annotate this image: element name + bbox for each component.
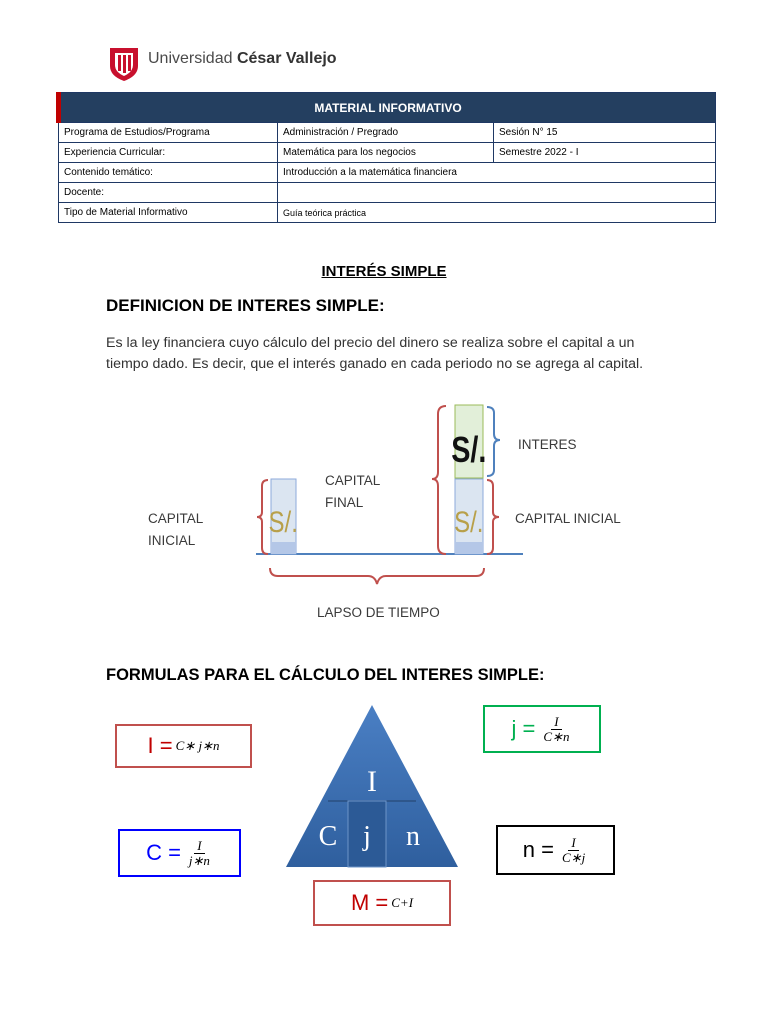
triangle-n: n — [406, 821, 420, 852]
table-cell: Experiencia Curricular: — [59, 143, 278, 163]
currency-capital: S/. — [454, 504, 484, 539]
label-capital-inicial-right: CAPITAL INICIAL — [515, 511, 621, 526]
table-cell: Contenido temático: — [59, 163, 278, 183]
triangle-j: j — [363, 821, 371, 852]
label-interes: INTERES — [518, 437, 577, 452]
triangle-top-i: I — [367, 765, 377, 798]
definition-text: Es la ley financiera cuyo cálculo del precio del dinero se realiza sobre el capital a un tiempo dado. Es decir, que el interés ganado en cada periodo no se agrega al capital. — [106, 335, 644, 372]
time-bracket — [270, 568, 484, 584]
triangle-c: C — [318, 821, 338, 852]
initial-capital-bracket — [487, 480, 499, 554]
final-capital-bracket — [432, 406, 446, 554]
formula-periods: n = $\frac{I}{C∗j}$ — [496, 825, 615, 875]
table-row — [59, 143, 716, 163]
table-cell: Sesión N° 15 — [494, 123, 716, 143]
table-row — [59, 203, 716, 223]
table-cell: Tipo de Material Informativo — [59, 203, 278, 223]
table-row — [59, 123, 716, 143]
formula-rate: j = $\frac{I}{C∗n}$ — [483, 705, 601, 753]
table-cell: Programa de Estudios/Programa — [59, 123, 278, 143]
table-cell: Docente: — [59, 183, 278, 203]
formula-triangle — [284, 703, 460, 869]
page-title: INTERÉS SIMPLE — [321, 263, 447, 280]
university-logo-icon — [108, 46, 140, 82]
table-cell: Introducción a la matemática financiera — [278, 163, 716, 183]
label-capital-final: CAPITAL FINAL — [325, 473, 381, 510]
table-title: MATERIAL INFORMATIVO — [59, 93, 716, 123]
table-cell: Semestre 2022 - I — [494, 143, 716, 163]
right-column-base — [455, 542, 483, 554]
table-cell: Guía teórica práctica — [278, 203, 716, 223]
table-cell: Matemática para los negocios — [278, 143, 494, 163]
table-row — [59, 163, 716, 183]
formula-interest: I = C∗ j∗n — [115, 724, 252, 768]
left-column-base — [271, 542, 296, 554]
table-row — [59, 183, 716, 203]
interest-diagram — [0, 400, 768, 630]
formulas-heading: FORMULAS PARA EL CÁLCULO DEL INTERES SIMPLE: — [106, 666, 545, 684]
currency-interest: S/. — [451, 428, 487, 470]
table-cell — [278, 183, 716, 203]
university-name: Universidad César Vallejo — [148, 50, 337, 67]
info-table — [56, 92, 716, 223]
formula-amount: M = C+I — [313, 880, 451, 926]
left-bracket — [257, 480, 268, 554]
currency-left: S/. — [268, 504, 298, 539]
label-lapso-de-tiempo: LAPSO DE TIEMPO — [317, 605, 440, 620]
definition-heading: DEFINICION DE INTERES SIMPLE: — [106, 296, 385, 315]
diagram-graphic — [0, 400, 768, 630]
table-cell: Administración / Pregrado — [278, 123, 494, 143]
label-capital-inicial-left: CAPITAL INICIAL — [148, 511, 204, 548]
interest-bracket — [487, 407, 500, 476]
formula-capital: C = $\frac{I}{j∗n}$ — [118, 829, 241, 877]
